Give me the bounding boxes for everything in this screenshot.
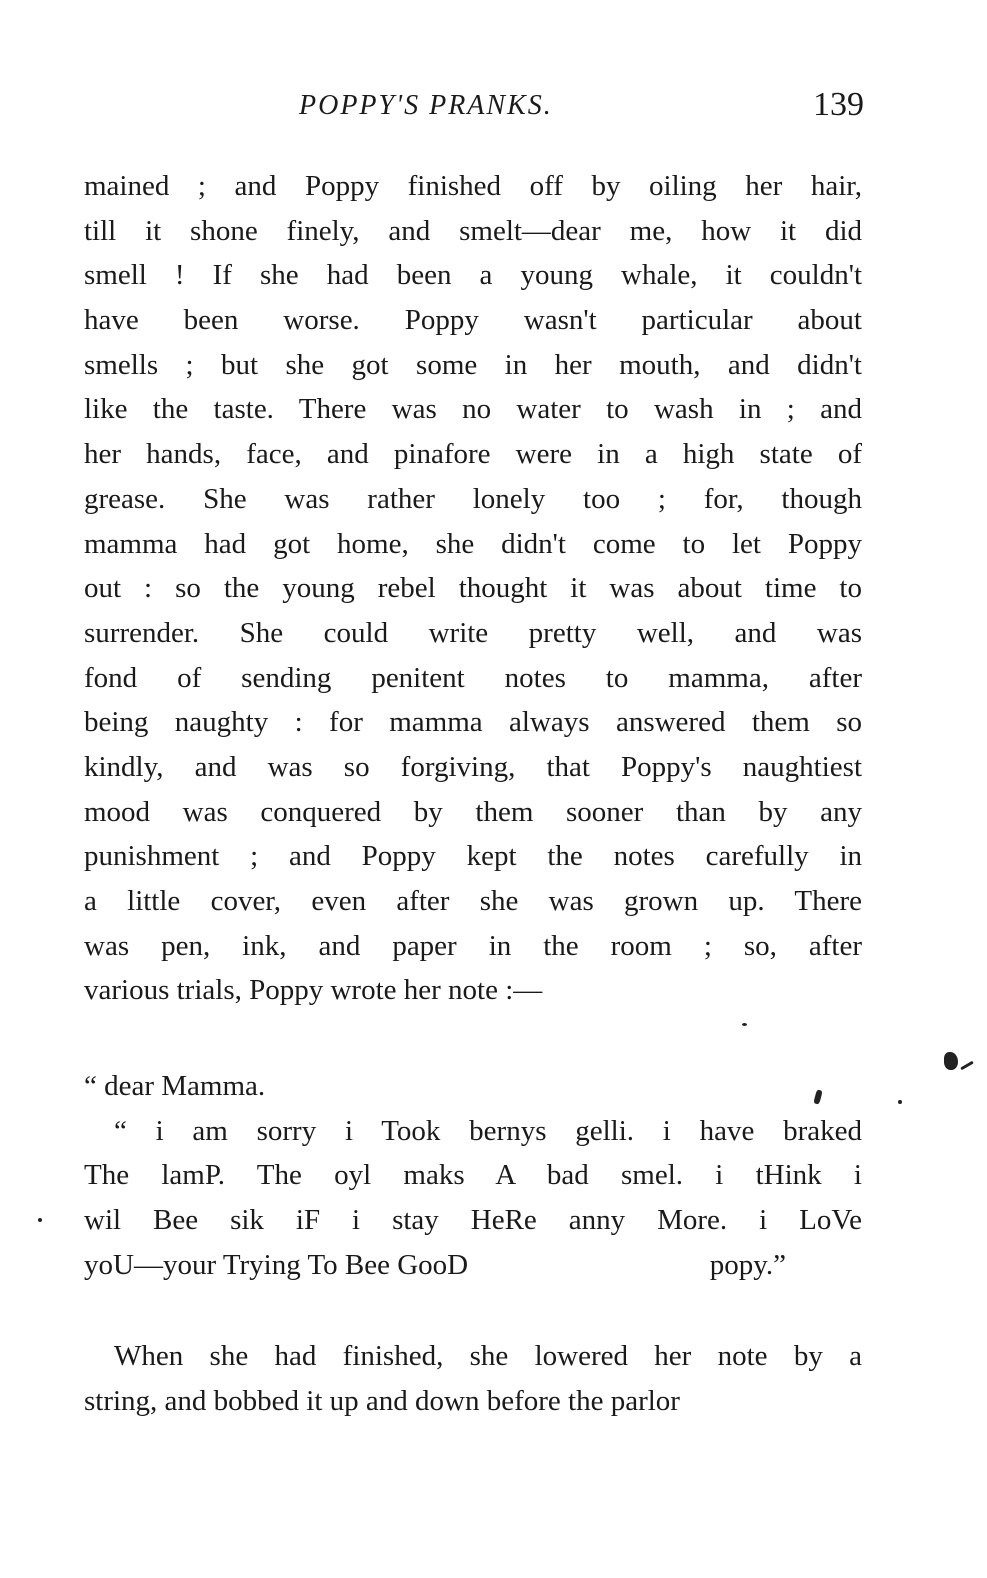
text-line: When she had finished, she lowered her note by a [114,1340,862,1372]
poppy-note [84,1064,862,1287]
note-line: The lamP. The oyl maks A bad smel. i tHink i [84,1159,862,1192]
text-line: grease. She was rather lonely too ; for, though [84,482,862,515]
note-signature: popy.” [709,1248,786,1281]
text-line: various trials, Poppy wrote her note :— [84,974,543,1007]
text-line: mamma had got home, she didn't come to let Poppy [84,527,862,560]
text-line: kindly, and was so forgiving, that Poppy's naughtiest [84,750,862,783]
note-salutation: “ dear Mamma. [84,1070,266,1102]
text-line: fond of sending penitent notes to mamma, after [84,661,862,694]
text-line: her hands, face, and pinafore were in a high state of [84,438,862,471]
running-title: POPPY'S PRANKS. [299,90,553,121]
page-number: 139 [813,86,864,123]
note-closing: yoU—your Trying To Bee GooD [84,1248,469,1281]
ink-speck [898,1100,902,1104]
paragraph-continued [84,1334,862,1423]
text-line: have been worse. Poppy wasn't particular about [84,304,862,337]
text-line: out : so the young rebel thought it was about time to [84,572,862,605]
text-line: punishment ; and Poppy kept the notes carefully in [84,840,862,873]
text-line: smell ! If she had been a young whale, it couldn't [84,259,862,292]
note-line: wil Bee sik iF i stay HeRe anny More. i LoVe [84,1204,862,1237]
text-line: surrender. She could write pretty well, and was [84,616,862,649]
ink-speck [742,1023,747,1026]
text-line: was pen, ink, and paper in the room ; so, after [84,929,862,962]
text-line: mained ; and Poppy finished off by oiling her hair, [84,170,862,202]
paragraph-main [84,164,862,1013]
ink-speck [944,1052,958,1070]
ink-speck [960,1061,974,1071]
text-line: like the taste. There was no water to wash in ; and [84,393,862,426]
text-line: mood was conquered by them sooner than by any [84,795,862,828]
note-line: “ i am sorry i Took bernys gelli. i have braked [114,1114,862,1147]
running-header [84,86,864,130]
text-line: till it shone finely, and smelt—dear me, how it did [84,214,862,247]
note-closing-row [84,1243,862,1288]
ink-speck [38,1218,42,1222]
text-line: a little cover, even after she was grown up. There [84,885,862,917]
text-line: smells ; but she got some in her mouth, and didn't [84,348,862,381]
text-line: being naughty : for mamma always answered them so [84,706,862,739]
note-signoff [84,1243,786,1288]
text-line: string, and bobbed it up and down before the parlor [84,1384,680,1417]
